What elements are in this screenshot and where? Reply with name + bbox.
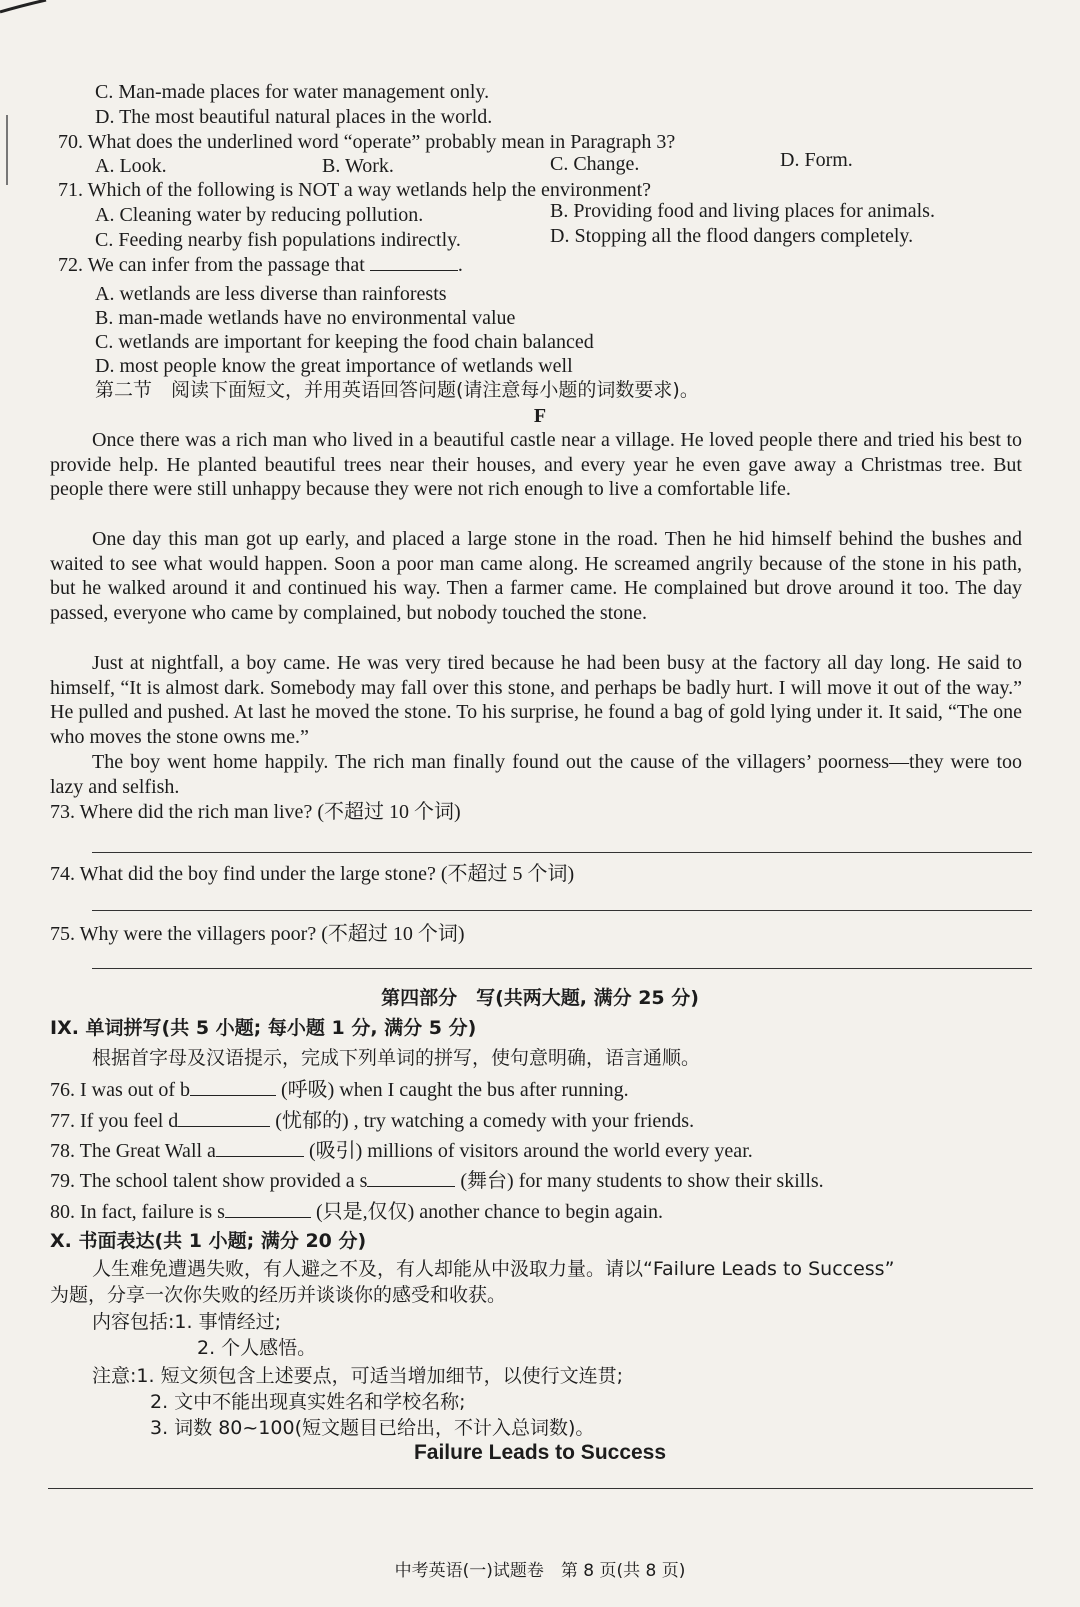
q73-question: 73. Where did the rich man live? (不超过 10 个词) (50, 801, 461, 823)
q74-answer-line[interactable] (92, 910, 1032, 911)
item-78-suffix: millions of visitors around the world every year. (367, 1140, 753, 1162)
section9-heading: IX. 单词拼写(共 5 小题; 每小题 1 分, 满分 5 分) (50, 1017, 477, 1039)
q71-text: Which of the following is NOT a way wetlands help the environment? (87, 179, 652, 201)
q71-option-b: B. Providing food and living places for animals. (550, 200, 935, 222)
q71-number: 71. (58, 179, 83, 201)
q70-option-b: B. Work. (322, 155, 394, 177)
q75-question: 75. Why were the villagers poor? (不超过 10 个词) (50, 923, 465, 945)
q72-option-a: A. wetlands are less diverse than rainforests (95, 283, 447, 305)
item-80-blank[interactable] (225, 1199, 311, 1218)
q70-option-d: D. Form. (780, 149, 853, 171)
spelling-item-76 (50, 1077, 629, 1102)
q69-option-d: D. The most beautiful natural places in the world. (95, 106, 493, 128)
spelling-item-79 (50, 1168, 824, 1193)
q70-stem (58, 130, 675, 154)
q72-text: We can infer from the passage that (87, 254, 365, 276)
spelling-item-78 (50, 1138, 753, 1163)
item-76-prefix: 76. I was out of b (50, 1079, 190, 1101)
q73-answer-line[interactable] (92, 852, 1032, 853)
q72-option-d: D. most people know the great importance of wetlands well (95, 355, 573, 377)
passage-p2-text: One day this man got up early, and placed a large stone in the road. Then he hid himself behind the bushes and waited to see what would happen. Soon a poor man came along. He screamed angrily because of the stone in his path, but he walked around it and continued his way. Then a farmer came. He complained but drove around it too. The day passed, everyone who came by complained, but nobody touched the stone. (50, 528, 1022, 624)
item-78-hint: (吸引) (308, 1140, 363, 1162)
q71-option-a: A. Cleaning water by reducing pollution. (95, 204, 424, 226)
writing-note-3: 3. 词数 80~100(短文题目已给出，不计入总词数)。 (150, 1417, 595, 1439)
passage-paragraph-2 (50, 527, 1022, 625)
essay-title: Failure Leads to Success (413, 1441, 667, 1464)
item-76-hint: (呼吸) (280, 1079, 335, 1101)
passage-paragraph-3 (50, 651, 1022, 749)
item-80-suffix: another chance to begin again. (419, 1201, 664, 1223)
writing-content-1: 内容包括:1. 事情经过; (92, 1311, 281, 1333)
item-77-blank[interactable] (178, 1108, 270, 1127)
passage-paragraph-4 (50, 750, 1022, 799)
writing-prompt-line1: 人生难免遭遇失败，有人避之不及，有人却能从中汲取力量。请以“Failure Leads to Success” (92, 1258, 895, 1280)
writing-note-2: 2. 文中不能出现真实姓名和学校名称; (150, 1391, 466, 1413)
part4-heading: 第四部分 写(共两大题, 满分 25 分) (381, 987, 699, 1009)
passage-p3-text: Just at nightfall, a boy came. He was very tired because he had been busy at the factory all day long. He said to himself, “It is almost dark. Somebody may fall over this stone, and perhaps be badly hurt. I will move it out of the way.” He pulled and pushed. At last he moved the stone. To his surprise, he found a bag of gold lying under it. It said, “The one who moves the stone owns me.” (50, 652, 1022, 748)
q70-option-a: A. Look. (95, 155, 167, 177)
q71-option-c: C. Feeding nearby fish populations indirectly. (95, 229, 461, 251)
passage-paragraph-1 (50, 428, 1022, 502)
q75-answer-line[interactable] (92, 968, 1032, 969)
item-78-prefix: 78. The Great Wall a (50, 1140, 216, 1162)
q72-stem (58, 252, 463, 277)
passage-letter: F (533, 405, 547, 427)
writing-note-1: 注意:1. 短文须包含上述要点，可适当增加细节，以使行文连贯; (92, 1365, 623, 1387)
q72-answer-blank[interactable] (370, 252, 458, 271)
item-80-hint: (只是,仅仅) (315, 1201, 415, 1223)
q72-option-c: C. wetlands are important for keeping the food chain balanced (95, 331, 594, 353)
writing-prompt-line2: 为题，分享一次你失败的经历并谈谈你的感受和收获。 (50, 1284, 507, 1306)
q72-option-b: B. man-made wetlands have no environmental value (95, 307, 516, 329)
section2-heading: 第二节 阅读下面短文，并用英语回答问题(请注意每小题的词数要求)。 (95, 379, 699, 401)
item-79-suffix: for many students to show their skills. (518, 1170, 824, 1192)
item-76-blank[interactable] (190, 1077, 276, 1096)
item-77-prefix: 77. If you feel d (50, 1110, 179, 1132)
item-76-suffix: when I caught the bus after running. (339, 1079, 629, 1101)
q70-number: 70. (58, 131, 83, 153)
item-77-suffix: , try watching a comedy with your friends. (353, 1110, 695, 1132)
corner-scan-mark (0, 0, 50, 14)
section10-heading: X. 书面表达(共 1 小题; 满分 20 分) (50, 1230, 367, 1252)
section9-instruction: 根据首字母及汉语提示，完成下列单词的拼写，使句意明确，语言通顺。 (92, 1047, 701, 1069)
page-footer: 中考英语(一)试题卷 第 8 页(共 8 页) (394, 1561, 686, 1581)
passage-p4-text: The boy went home happily. The rich man finally found out the cause of the villagers’ poorness—they were too lazy and selfish. (50, 751, 1022, 798)
item-77-hint: (忧郁的) (275, 1110, 349, 1132)
item-79-prefix: 79. The school talent show provided a s (50, 1170, 368, 1192)
q70-text: What does the underlined word “operate” probably mean in Paragraph 3? (87, 131, 676, 153)
item-80-prefix: 80. In fact, failure is s (50, 1201, 225, 1223)
item-79-blank[interactable] (367, 1168, 455, 1187)
q72-number: 72. (58, 254, 83, 276)
spelling-item-80 (50, 1199, 663, 1224)
q70-option-c: C. Change. (550, 153, 640, 175)
q72-period: . (457, 254, 463, 276)
q71-option-d: D. Stopping all the flood dangers completely. (550, 225, 914, 247)
item-78-blank[interactable] (216, 1138, 304, 1157)
spelling-item-77 (50, 1108, 694, 1133)
item-79-hint: (舞台) (460, 1170, 514, 1192)
scan-edge-mark (6, 115, 8, 185)
writing-content-2: 2. 个人感悟。 (197, 1337, 317, 1359)
passage-p1-text: Once there was a rich man who lived in a beautiful castle near a village. He loved people there and tried his best to provide help. He planted beautiful trees near their houses, and every year he even gave away a Christmas tree. But people there were still unhappy because they were not rich enough to live a comfortable life. (50, 429, 1022, 501)
q69-option-c: C. Man-made places for water management only. (95, 81, 490, 103)
q74-question: 74. What did the boy find under the large stone? (不超过 5 个词) (50, 863, 575, 885)
essay-writing-line[interactable] (48, 1488, 1033, 1489)
